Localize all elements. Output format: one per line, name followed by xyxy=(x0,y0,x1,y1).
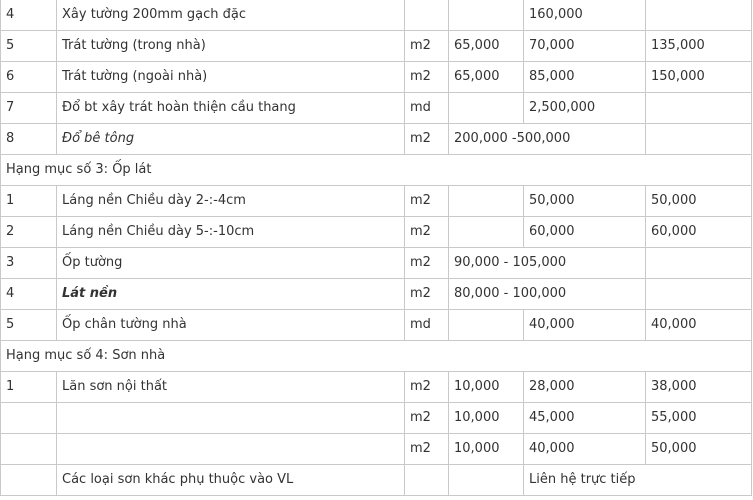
unit-cell: m2 xyxy=(405,279,449,310)
table-row xyxy=(1,372,752,403)
section-title: Hạng mục số 4: Sơn nhà xyxy=(1,341,752,372)
item-name-cell xyxy=(57,403,405,434)
price-b-cell: 40,000 xyxy=(524,310,646,341)
price-b-cell: 50,000 xyxy=(524,186,646,217)
unit-cell: md xyxy=(405,310,449,341)
table-row xyxy=(1,434,752,465)
section-title: Hạng mục số 3: Ốp lát xyxy=(1,155,752,186)
price-table-body xyxy=(1,0,752,496)
unit-cell: m2 xyxy=(405,248,449,279)
price-b-cell: 45,000 xyxy=(524,403,646,434)
item-number-cell: 4 xyxy=(1,0,57,31)
total-cell xyxy=(646,124,752,155)
price-range-cell: 90,000 - 105,000 xyxy=(449,248,646,279)
item-number-cell: 6 xyxy=(1,62,57,93)
contact-cell: Liên hệ trực tiếp xyxy=(524,465,752,496)
item-number-cell: 2 xyxy=(1,217,57,248)
unit-cell: m2 xyxy=(405,372,449,403)
item-number-cell: 8 xyxy=(1,124,57,155)
item-name-cell: Đổ bê tông xyxy=(57,124,405,155)
unit-cell: m2 xyxy=(405,217,449,248)
table-row xyxy=(1,248,752,279)
item-name-cell: Các loại sơn khác phụ thuộc vào VL xyxy=(57,465,405,496)
item-name-cell: Trát tường (ngoài nhà) xyxy=(57,62,405,93)
table-row xyxy=(1,186,752,217)
table-row xyxy=(1,403,752,434)
table-row xyxy=(1,124,752,155)
item-name-cell: Lăn sơn nội thất xyxy=(57,372,405,403)
total-cell: 50,000 xyxy=(646,434,752,465)
total-cell xyxy=(646,248,752,279)
unit-cell: m2 xyxy=(405,124,449,155)
item-name-cell: Láng nền Chiều dày 2-:-4cm xyxy=(57,186,405,217)
total-cell: 135,000 xyxy=(646,31,752,62)
total-cell: 60,000 xyxy=(646,217,752,248)
unit-cell xyxy=(405,465,449,496)
price-b-cell: 60,000 xyxy=(524,217,646,248)
item-number-cell xyxy=(1,434,57,465)
total-cell xyxy=(646,279,752,310)
table-row xyxy=(1,0,752,31)
table-row xyxy=(1,217,752,248)
price-a-cell xyxy=(449,0,524,31)
table-row xyxy=(1,310,752,341)
table-row xyxy=(1,31,752,62)
item-number-cell: 5 xyxy=(1,31,57,62)
price-a-cell xyxy=(449,93,524,124)
price-b-cell: 28,000 xyxy=(524,372,646,403)
item-number-cell xyxy=(1,403,57,434)
price-a-cell: 10,000 xyxy=(449,372,524,403)
total-cell: 50,000 xyxy=(646,186,752,217)
item-name-cell: Đổ bt xây trát hoàn thiện cầu thang xyxy=(57,93,405,124)
item-name-cell: Lát nền xyxy=(57,279,405,310)
table-row xyxy=(1,279,752,310)
price-a-cell xyxy=(449,310,524,341)
item-number-cell: 4 xyxy=(1,279,57,310)
table-row xyxy=(1,62,752,93)
item-number-cell: 7 xyxy=(1,93,57,124)
price-b-cell: 70,000 xyxy=(524,31,646,62)
total-cell: 150,000 xyxy=(646,62,752,93)
item-name-cell: Ốp chân tường nhà xyxy=(57,310,405,341)
item-number-cell xyxy=(1,465,57,496)
unit-cell: m2 xyxy=(405,31,449,62)
table-row xyxy=(1,93,752,124)
section-header-row xyxy=(1,341,752,372)
total-cell: 38,000 xyxy=(646,372,752,403)
price-b-cell: 2,500,000 xyxy=(524,93,646,124)
unit-cell: m2 xyxy=(405,403,449,434)
item-number-cell: 1 xyxy=(1,372,57,403)
price-b-cell: 160,000 xyxy=(524,0,646,31)
item-name-cell: Xây tường 200mm gạch đặc xyxy=(57,0,405,31)
price-range-cell: 80,000 - 100,000 xyxy=(449,279,646,310)
price-b-cell: 85,000 xyxy=(524,62,646,93)
item-name-cell: Láng nền Chiều dày 5-:-10cm xyxy=(57,217,405,248)
item-name-cell: Trát tường (trong nhà) xyxy=(57,31,405,62)
price-a-cell xyxy=(449,217,524,248)
total-cell: 40,000 xyxy=(646,310,752,341)
item-number-cell: 5 xyxy=(1,310,57,341)
unit-cell: md xyxy=(405,93,449,124)
price-a-cell: 10,000 xyxy=(449,403,524,434)
item-number-cell: 1 xyxy=(1,186,57,217)
price-a-cell: 10,000 xyxy=(449,434,524,465)
price-range-cell: 200,000 -500,000 xyxy=(449,124,646,155)
unit-cell: m2 xyxy=(405,186,449,217)
section-header-row xyxy=(1,155,752,186)
price-a-cell xyxy=(449,465,524,496)
total-cell xyxy=(646,93,752,124)
item-name-cell xyxy=(57,434,405,465)
total-cell: 55,000 xyxy=(646,403,752,434)
table-row xyxy=(1,465,752,496)
unit-cell: m2 xyxy=(405,62,449,93)
price-b-cell: 40,000 xyxy=(524,434,646,465)
unit-cell: m2 xyxy=(405,434,449,465)
unit-cell xyxy=(405,0,449,31)
item-number-cell: 3 xyxy=(1,248,57,279)
item-name-cell: Ốp tường xyxy=(57,248,405,279)
total-cell xyxy=(646,0,752,31)
price-a-cell: 65,000 xyxy=(449,31,524,62)
price-a-cell: 65,000 xyxy=(449,62,524,93)
price-a-cell xyxy=(449,186,524,217)
